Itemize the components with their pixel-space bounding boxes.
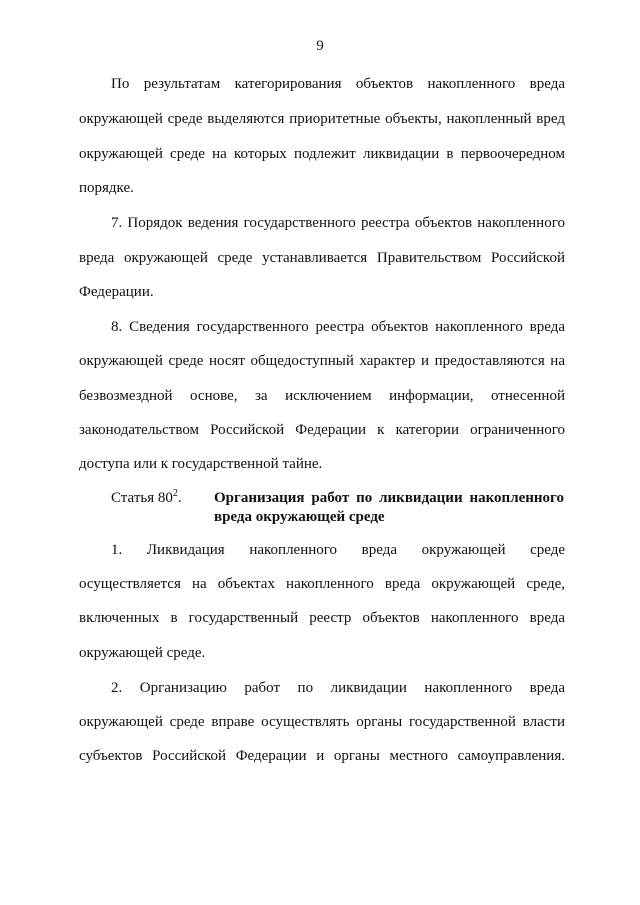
paragraph-line: 1. Ликвидация накопленного вреда окружающей среде <box>111 542 565 558</box>
paragraph-line: доступа или к государственной тайне. <box>79 456 323 472</box>
paragraph-line: Федерации. <box>79 284 154 300</box>
paragraph-line: окружающей среде на которых подлежит ликвидации в первоочередном <box>79 146 565 162</box>
paragraph-line: вреда окружающей среде устанавливается Правительством Российской <box>79 250 565 266</box>
paragraph-line: законодательством Российской Федерации к категории ограниченного <box>79 422 565 438</box>
article-label <box>111 489 182 507</box>
article-label-suffix: . <box>177 490 182 506</box>
paragraph-line: осуществляется на объектах накопленного вреда окружающей среде, <box>79 576 565 592</box>
paragraph-line: окружающей среде вправе осуществлять органы государственной власти <box>79 714 565 730</box>
paragraph-line: безвозмездной основе, за исключением информации, отнесенной <box>79 388 565 404</box>
paragraph-line: По результатам категорирования объектов накопленного вреда <box>111 76 565 92</box>
article-label-superscript: 2 <box>172 488 178 499</box>
paragraph-line: окружающей среде выделяются приоритетные объекты, накопленный вред <box>79 111 565 127</box>
paragraph-line: субъектов Российской Федерации и органы местного самоуправления. <box>79 748 565 764</box>
paragraph-line: порядке. <box>79 180 134 196</box>
page-number: 9 <box>316 38 324 54</box>
article-title-line: Организация работ по ликвидации накопленного <box>214 490 564 506</box>
paragraph-line: 8. Сведения государственного реестра объектов накопленного вреда <box>111 319 565 335</box>
article-title-line: вреда окружающей среде <box>214 509 385 525</box>
paragraph-line: окружающей среде. <box>79 645 206 661</box>
paragraph-line: 2. Организацию работ по ликвидации накопленного вреда <box>111 680 565 696</box>
paragraph-line: включенных в государственный реестр объектов накопленного вреда <box>79 610 565 626</box>
article-label-text: Статья 80 <box>111 490 173 506</box>
paragraph-line: 7. Порядок ведения государственного реестра объектов накопленного <box>111 215 565 231</box>
paragraph-line: окружающей среде носят общедоступный характер и предоставляются на <box>79 353 565 369</box>
